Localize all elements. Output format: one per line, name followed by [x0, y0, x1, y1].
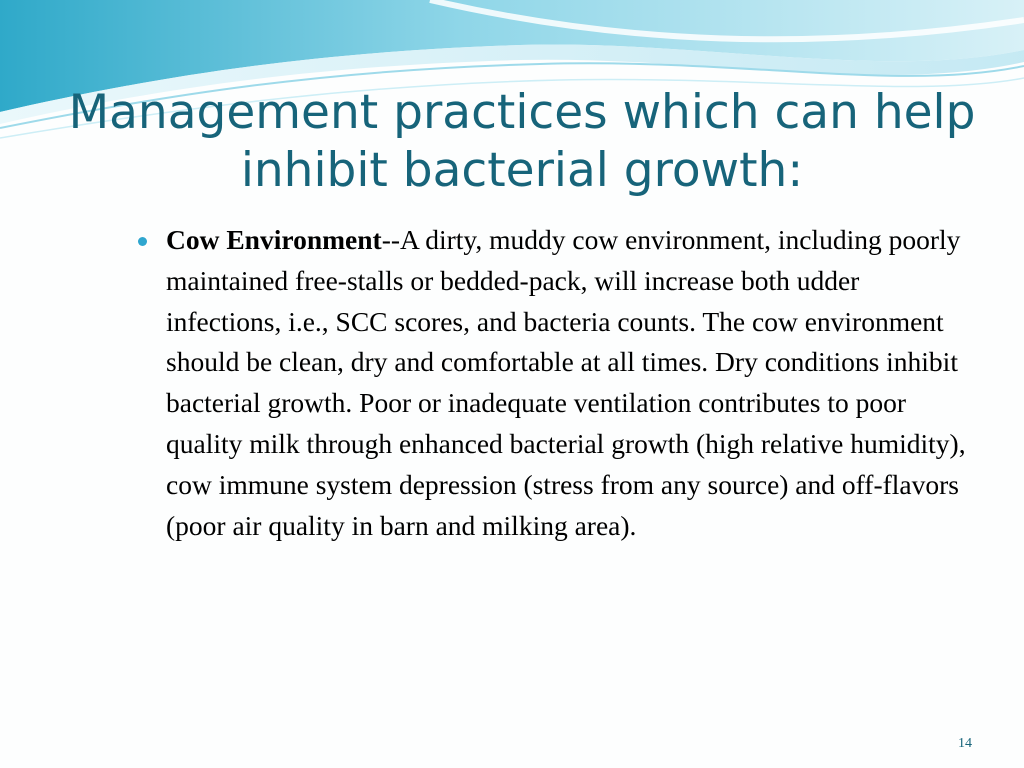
bullet-heading: Cow Environment — [166, 224, 382, 255]
bullet-dot-icon — [138, 237, 147, 246]
slide-body — [138, 220, 968, 546]
page-number: 14 — [958, 736, 972, 751]
bullet-body: --A dirty, muddy cow environment, including poorly maintained free-stalls or bedded-pack, will increase both udder infections, i.e., SCC scores, and bacteria counts. The cow environment should be clean, dry and comfortable at all times. Dry conditions inhibit bacterial growth. Poor or inadequate ventilation contributes to poor quality milk through enhanced bacterial growth (high relative humidity), cow immune system depression (stress from any source) and off-flavors (poor air quality in barn and milking area). — [166, 224, 966, 541]
bullet-text — [166, 220, 968, 546]
slide-title: Management practices which can help inhibit bacterial growth: — [68, 85, 976, 198]
bullet-item — [138, 220, 968, 546]
